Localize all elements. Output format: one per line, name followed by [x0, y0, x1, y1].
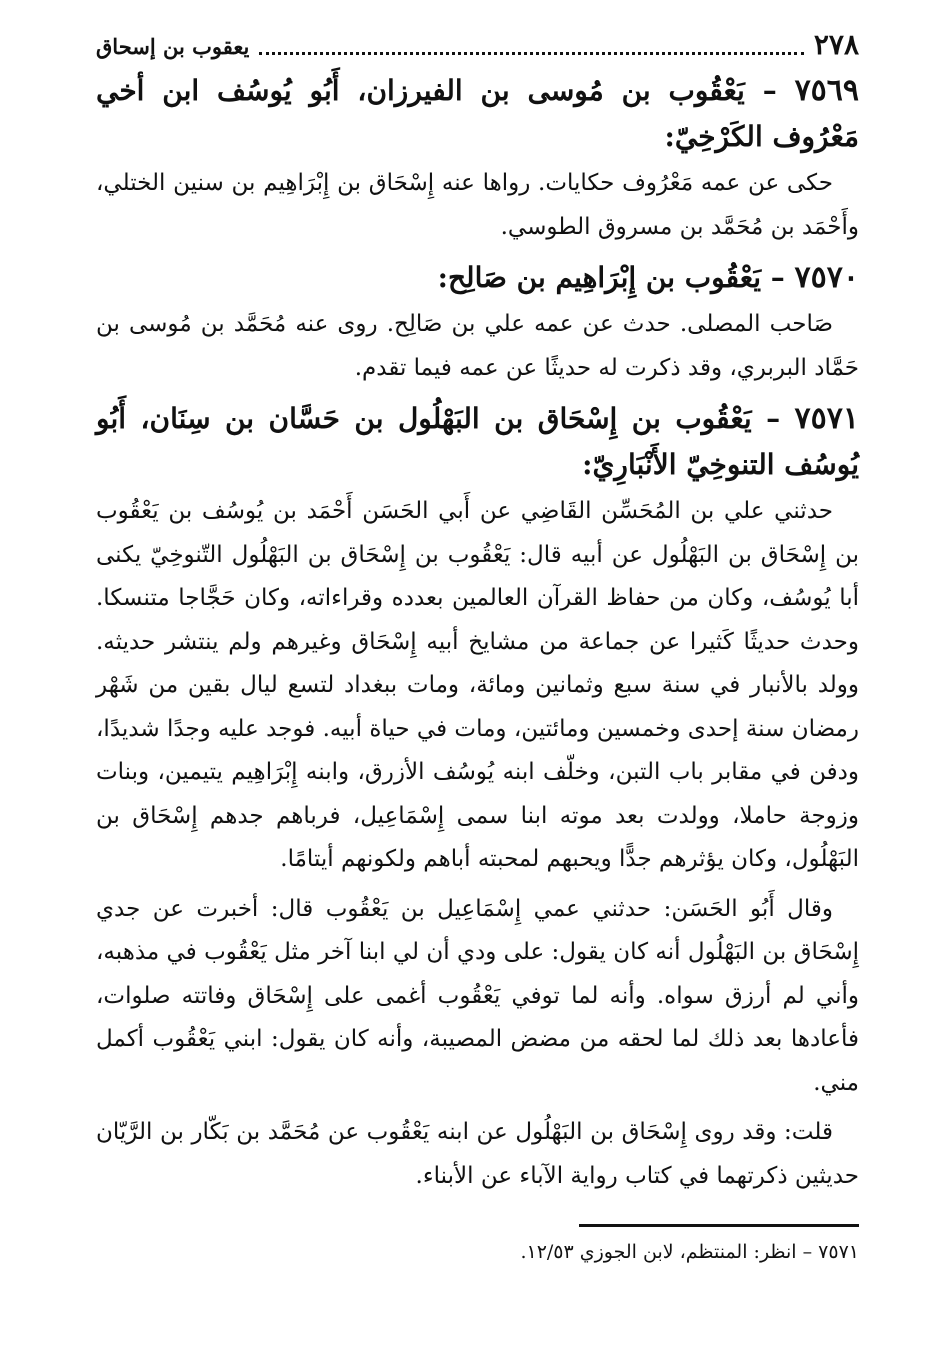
entry-paragraph: حكى عن عمه مَعْرُوف حكايات. رواها عنه إِسْحَاق بن إِبْرَاهِيم بن سنين الختلي، وأَحْمَد بن مُحَمَّد بن مسروق الطوسي. — [96, 170, 859, 240]
running-header — [96, 28, 859, 64]
entry-number: ٧٥٧١ — [794, 401, 859, 436]
footnote: ٧٥٧١ – انظر: المنتظم، لابن الجوزي ١٢/٥٣. — [520, 1241, 859, 1263]
page-number: ٢٧٨ — [813, 28, 859, 61]
entry-number: ٧٥٧٠ — [794, 260, 859, 295]
header-dot-leader — [259, 38, 804, 55]
entry-title-text: – يَعْقُوب بن إِسْحَاق بن البَهْلُول بن حَسَّان بن سِنَان، أَبُو يُوسُف التنوخِيّ الأَنْبَارِيّ: — [96, 402, 859, 481]
entry-paragraph: وقال أَبُو الحَسَن: حدثني عمي إِسْمَاعِيل بن يَعْقُوب قال: أخبرت عن جدي إِسْحَاق بن البَهْلُول أنه كان يقول: على ودي أن لي ابنا آخر مثل يَعْقُوب في مذهبه، وأني لم أرزق سواه. وأنه لما توفي يَعْقُوب أغمى على إِسْحَاق وفاتته صلوات، فأعادها بعد ذلك لما لحقه من مضض المصيبة، وأنه كان يقول: ابني يَعْقُوب أكمل مني. — [96, 895, 859, 1096]
entry-paragraph: حدثني علي بن المُحَسِّن القَاضِي عن أَبي الحَسَن أَحْمَد بن يُوسُف بن يَعْقُوب بن إِسْحَاق بن البَهْلُول عن أبيه قال: يَعْقُوب بن إِسْحَاق بن البَهْلُول التّنوخِيّ يكنى أبا يُوسُف، وكان من حفاظ القرآن العالمين بعدده وقراءاته، وكان حَجَّاجا متنسكا. وحدث حديثًا كَثيرا عن جماعة من مشايخ أبيه إِسْحَاق وغيرهم ولم ينتشر حديثه. وولد بالأنبار في سنة سبع وثمانين ومائة، ومات ببغداد لتسع ليال بقين من شَهْر رمضان سنة إحدى وخمسين ومائتين، ومات في حياة أبيه. فوجد عليه وجدًا شديدًا، ودفن في مقابر باب التبن، وخلّف ابنه يُوسُف الأزرق، وابنه إِبْرَاهِيم يتيمين، وبنات وزوجة حاملا، وولدت بعد موته ابنا سمى إِسْمَاعِيل، فرباهم جدهم إِسْحَاق بن البَهْلُول، وكان يؤثرهم جدًّا ويحبهم لمحبته أباهم ولكونهم أيتامًا. — [96, 498, 859, 872]
entry-title-text: – يَعْقُوب بن مُوسى بن الفيرزان، أَبُو يُوسُف ابن أخي مَعْرُوف الكَرْخِيّ: — [96, 74, 859, 153]
entry-paragraph: قلت: وقد روى إِسْحَاق بن البَهْلُول عن ابنه يَعْقُوب عن مُحَمَّد بن بَكّار بن الرَّيّان حديثين ذكرتهما في كتاب رواية الآباء عن الأبناء. — [96, 1119, 859, 1189]
entry-paragraph: صَاحب المصلى. حدث عن عمه علي بن صَالِح. روى عنه مُحَمَّد بن مُوسى بن حَمَّاد البربري، وقد ذكرت له حديثًا عن عمه فيما تقدم. — [96, 311, 859, 381]
entry-heading-7569 — [96, 68, 859, 160]
entry-number: ٧٥٦٩ — [794, 73, 860, 108]
footnote-divider — [579, 1224, 859, 1227]
entry-title-text: – يَعْقُوب بن إِبْرَاهِيم بن صَالِح: — [437, 261, 785, 294]
entry-heading-7571 — [96, 396, 859, 488]
entry-heading-7570 — [96, 255, 859, 301]
running-title: يعقوب بن إسحاق — [96, 34, 250, 59]
